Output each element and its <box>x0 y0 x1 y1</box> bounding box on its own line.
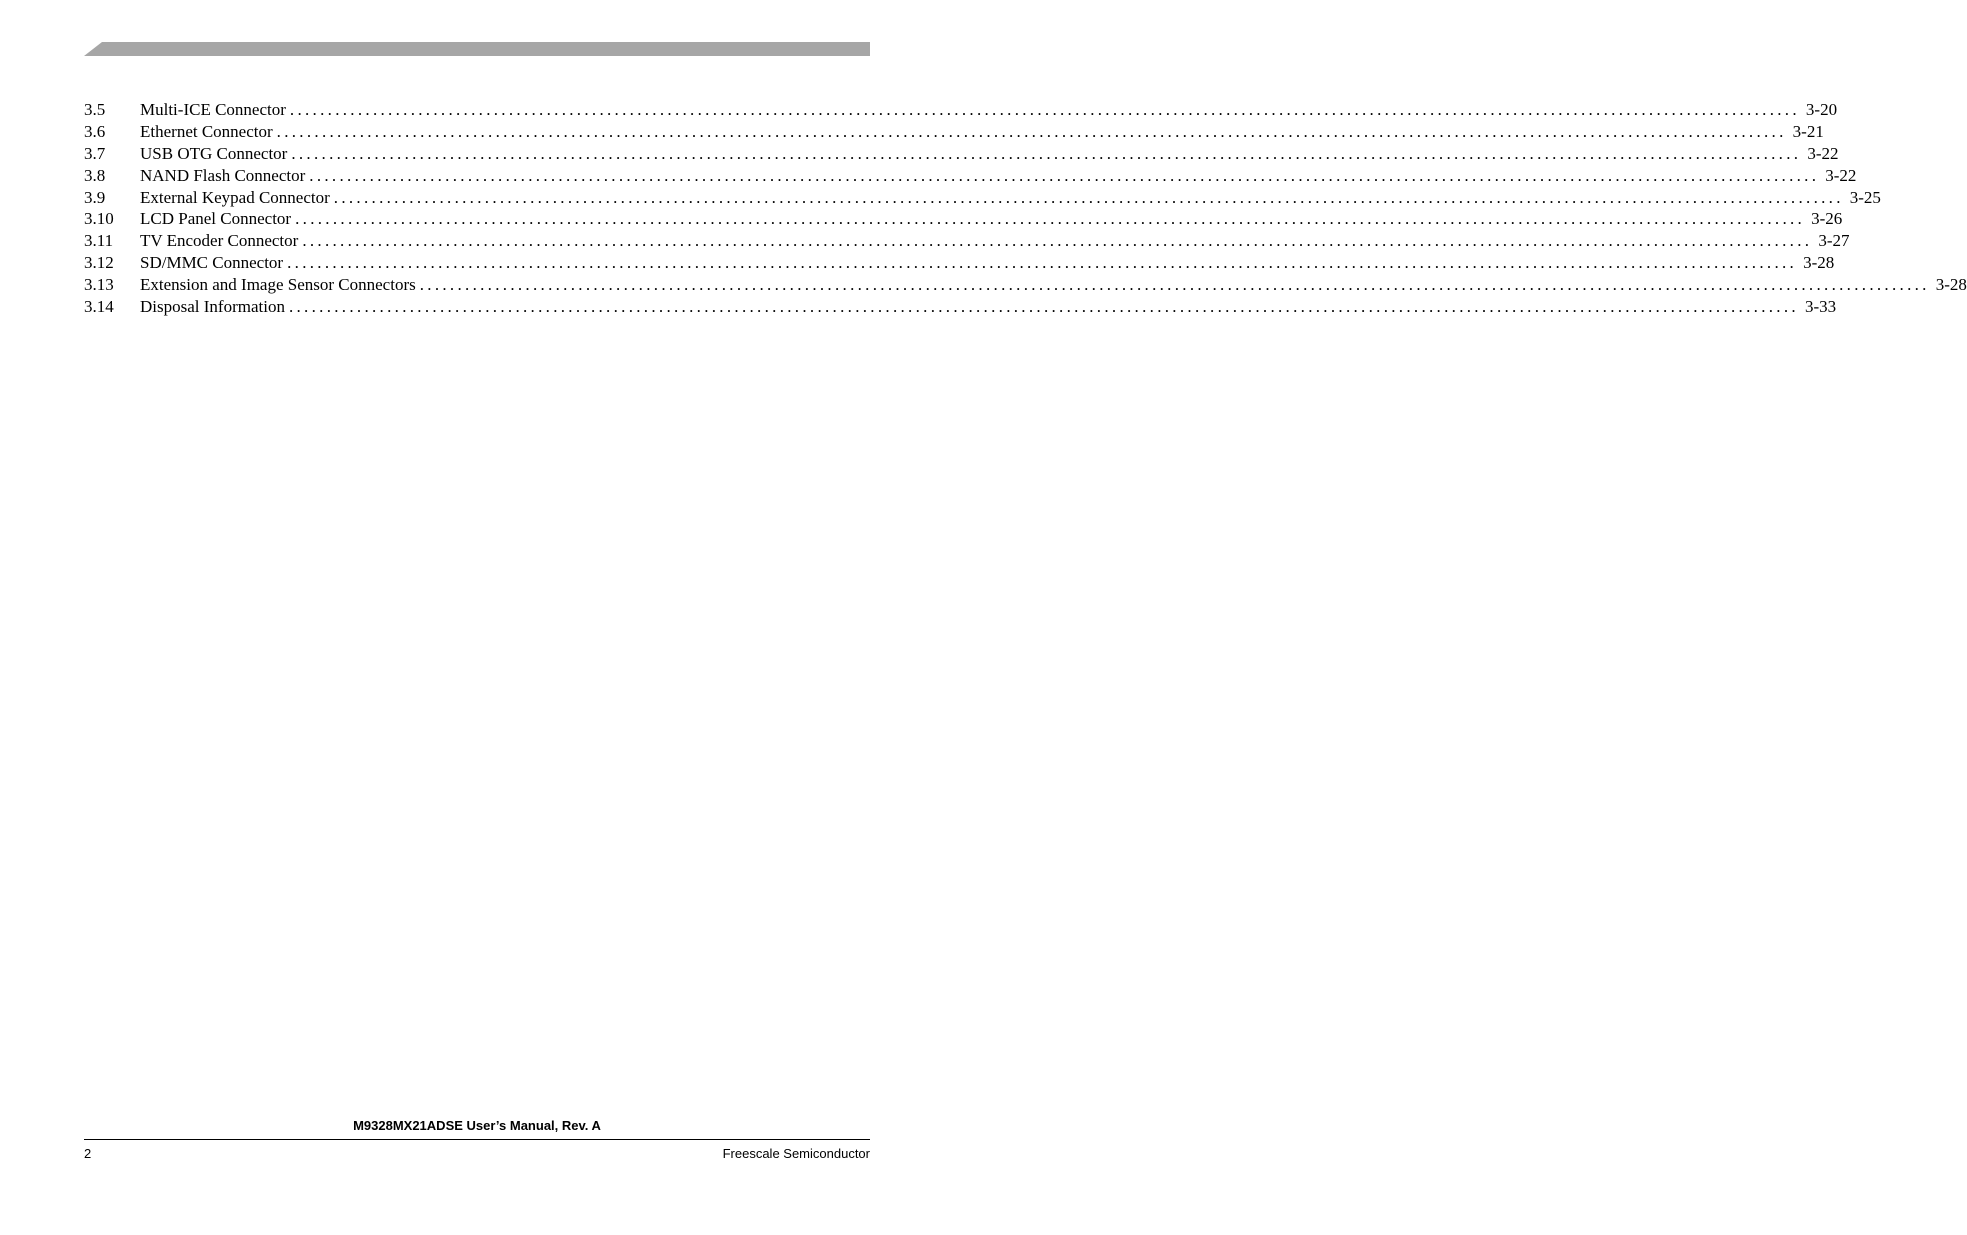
toc-entry-page: 3-25 <box>1849 187 1881 207</box>
footer-company-name: Freescale Semiconductor <box>722 1146 870 1161</box>
toc-entry-page: 3-20 <box>1805 100 1838 119</box>
toc-entry-page: 3-27 <box>1818 231 1850 251</box>
toc-entry-number: 3.5 <box>84 100 106 119</box>
toc-entry[interactable] <box>84 296 1837 318</box>
toc-leader-dots: ........................................................................................................................................................................................................ <box>302 231 1813 251</box>
footer-manual-title: M9328MX21ADSE User’s Manual, Rev. A <box>353 1118 601 1133</box>
toc-entry-page: 3-28 <box>1935 275 1967 295</box>
toc-entry-number: 3.10 <box>84 209 114 229</box>
toc-entry-title: Ethernet Connector <box>140 121 273 141</box>
toc-entry-page: 3-21 <box>1792 121 1824 141</box>
toc-entry[interactable] <box>84 230 1850 252</box>
toc-entry[interactable] <box>84 252 1835 274</box>
footer-divider <box>84 1139 870 1140</box>
toc-entry-title: NAND Flash Connector <box>140 165 306 185</box>
toc-entry-number: 3.11 <box>84 231 114 251</box>
toc-entry-title: SD/MMC Connector <box>140 253 284 273</box>
toc-entry-page: 3-28 <box>1803 253 1835 273</box>
toc-entry-page: 3-22 <box>1825 165 1857 185</box>
toc-entry-title: USB OTG Connector <box>140 143 288 163</box>
toc-entry-number: 3.13 <box>84 275 114 295</box>
toc-entry-page: 3-33 <box>1804 297 1837 317</box>
toc-entry[interactable] <box>84 274 1967 296</box>
header-bar-shape <box>84 42 870 56</box>
toc-entry-number: 3.8 <box>84 165 106 185</box>
toc-entry[interactable] <box>84 187 1881 209</box>
toc-entry-number: 3.14 <box>84 297 114 317</box>
toc-entry[interactable] <box>84 121 1824 143</box>
toc-entry[interactable] <box>84 143 1839 165</box>
toc-leader-dots: ........................................................................................................................................................................................................ <box>419 275 1930 295</box>
toc-leader-dots: ........................................................................................................................................................................................................ <box>295 209 1806 229</box>
toc-leader-dots: ........................................................................................................................................................................................................ <box>289 100 1800 119</box>
toc-entry-title: Disposal Information <box>140 297 285 317</box>
toc-entry-number: 3.12 <box>84 253 114 273</box>
toc-entry-number: 3.7 <box>84 143 106 163</box>
toc-leader-dots: ........................................................................................................................................................................................................ <box>288 297 1799 317</box>
toc-entry[interactable] <box>84 208 1843 230</box>
toc-leader-dots: ........................................................................................................................................................................................................ <box>276 121 1787 141</box>
toc-entry-title: Extension and Image Sensor Connectors <box>140 275 416 295</box>
toc-entry-page: 3-26 <box>1811 209 1843 229</box>
toc-leader-dots: ........................................................................................................................................................................................................ <box>291 143 1802 163</box>
toc-entry-title: Multi-ICE Connector <box>140 100 286 119</box>
toc-entry[interactable] <box>84 165 1857 187</box>
toc-entry-number: 3.6 <box>84 121 106 141</box>
toc-entry[interactable] <box>84 99 1838 121</box>
toc-leader-dots: ........................................................................................................................................................................................................ <box>333 187 1844 207</box>
toc-leader-dots: ........................................................................................................................................................................................................ <box>309 165 1820 185</box>
header-bar <box>84 42 870 56</box>
toc-entry-title: External Keypad Connector <box>140 187 330 207</box>
toc-entry-title: TV Encoder Connector <box>140 231 299 251</box>
footer-page-number: 2 <box>84 1146 92 1161</box>
toc-leader-dots: ........................................................................................................................................................................................................ <box>287 253 1798 273</box>
toc-entry-number: 3.9 <box>84 187 106 207</box>
toc-entry-title: LCD Panel Connector <box>140 209 292 229</box>
table-of-contents <box>84 99 1967 318</box>
toc-entry-page: 3-22 <box>1807 143 1839 163</box>
